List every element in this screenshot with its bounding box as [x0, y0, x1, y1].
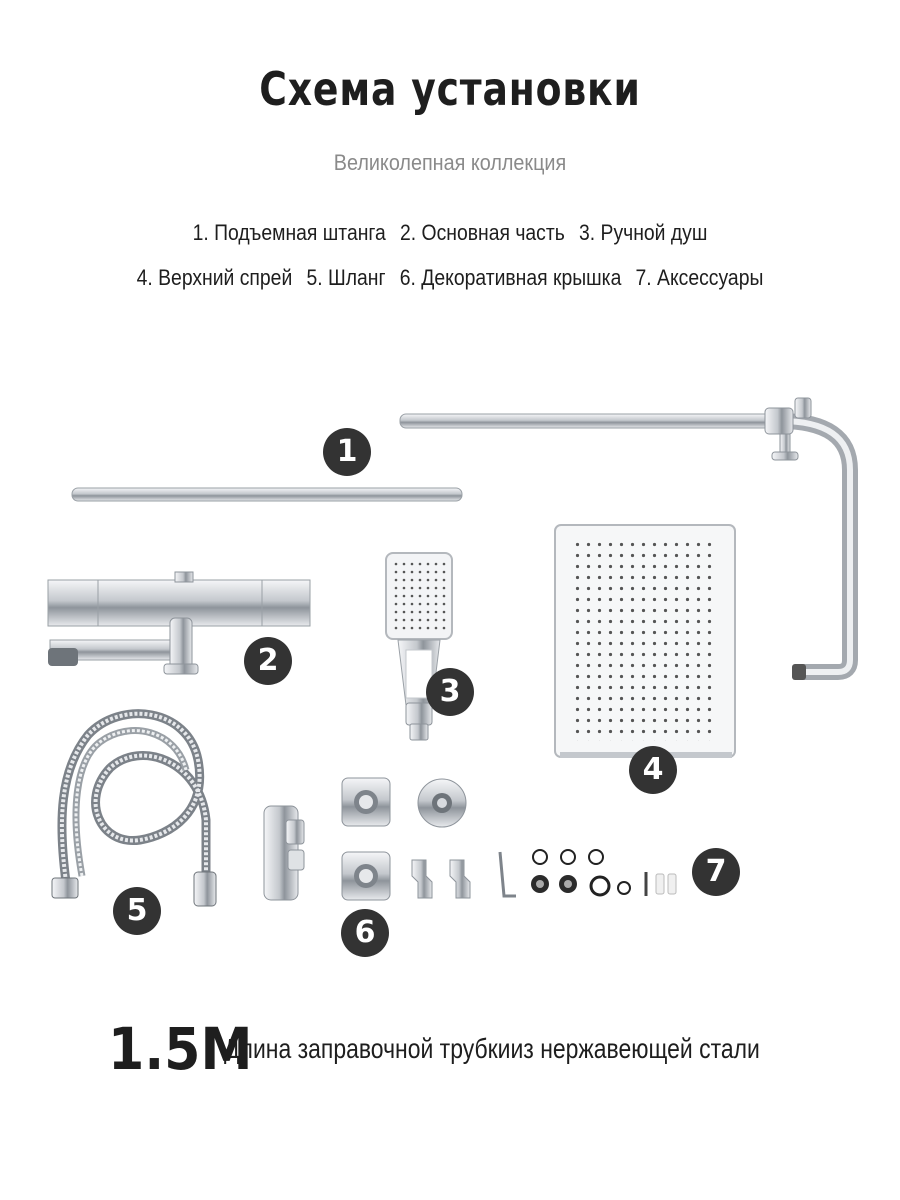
badge-1-lift-bar: 1	[323, 428, 371, 476]
badge-6-decor-cover: 6	[341, 909, 389, 957]
page-subtitle: Великолепная коллекция	[333, 150, 567, 175]
part-label-decor-cover: 6. Декоративная крышка	[399, 265, 622, 290]
slider-holder-image	[264, 806, 304, 900]
part-label-accessories: 7. Аксессуары	[635, 265, 764, 290]
part-label-lift-bar: 1. Подъемная штанга	[192, 220, 386, 245]
badge-2-main-body: 2	[244, 637, 292, 685]
part-label-hose: 5. Шланг	[306, 265, 386, 290]
top-spray-image	[555, 525, 735, 758]
decor-cover-image	[342, 778, 466, 900]
lift-bar-image	[72, 488, 462, 501]
hose-length-value: 1.5M	[108, 1015, 253, 1083]
footer-hose-length	[108, 1015, 878, 1083]
badge-5-hose: 5	[113, 887, 161, 935]
eccentric-connectors-image	[412, 860, 470, 898]
accessories-image	[500, 850, 676, 896]
part-label-main-body: 2. Основная часть	[400, 220, 565, 245]
part-label-hand-shower: 3. Ручной душ	[579, 220, 708, 245]
hose-image	[52, 714, 216, 906]
part-label-top-spray: 4. Верхний спрей	[136, 265, 293, 290]
page-title: Схема установки	[259, 62, 641, 116]
badge-4-top-spray: 4	[629, 746, 677, 794]
hose-length-description: Длина заправочной трубкииз нержавеющей стали	[224, 1033, 761, 1064]
badge-3-hand-shower: 3	[426, 668, 474, 716]
badge-7-accessories: 7	[692, 848, 740, 896]
